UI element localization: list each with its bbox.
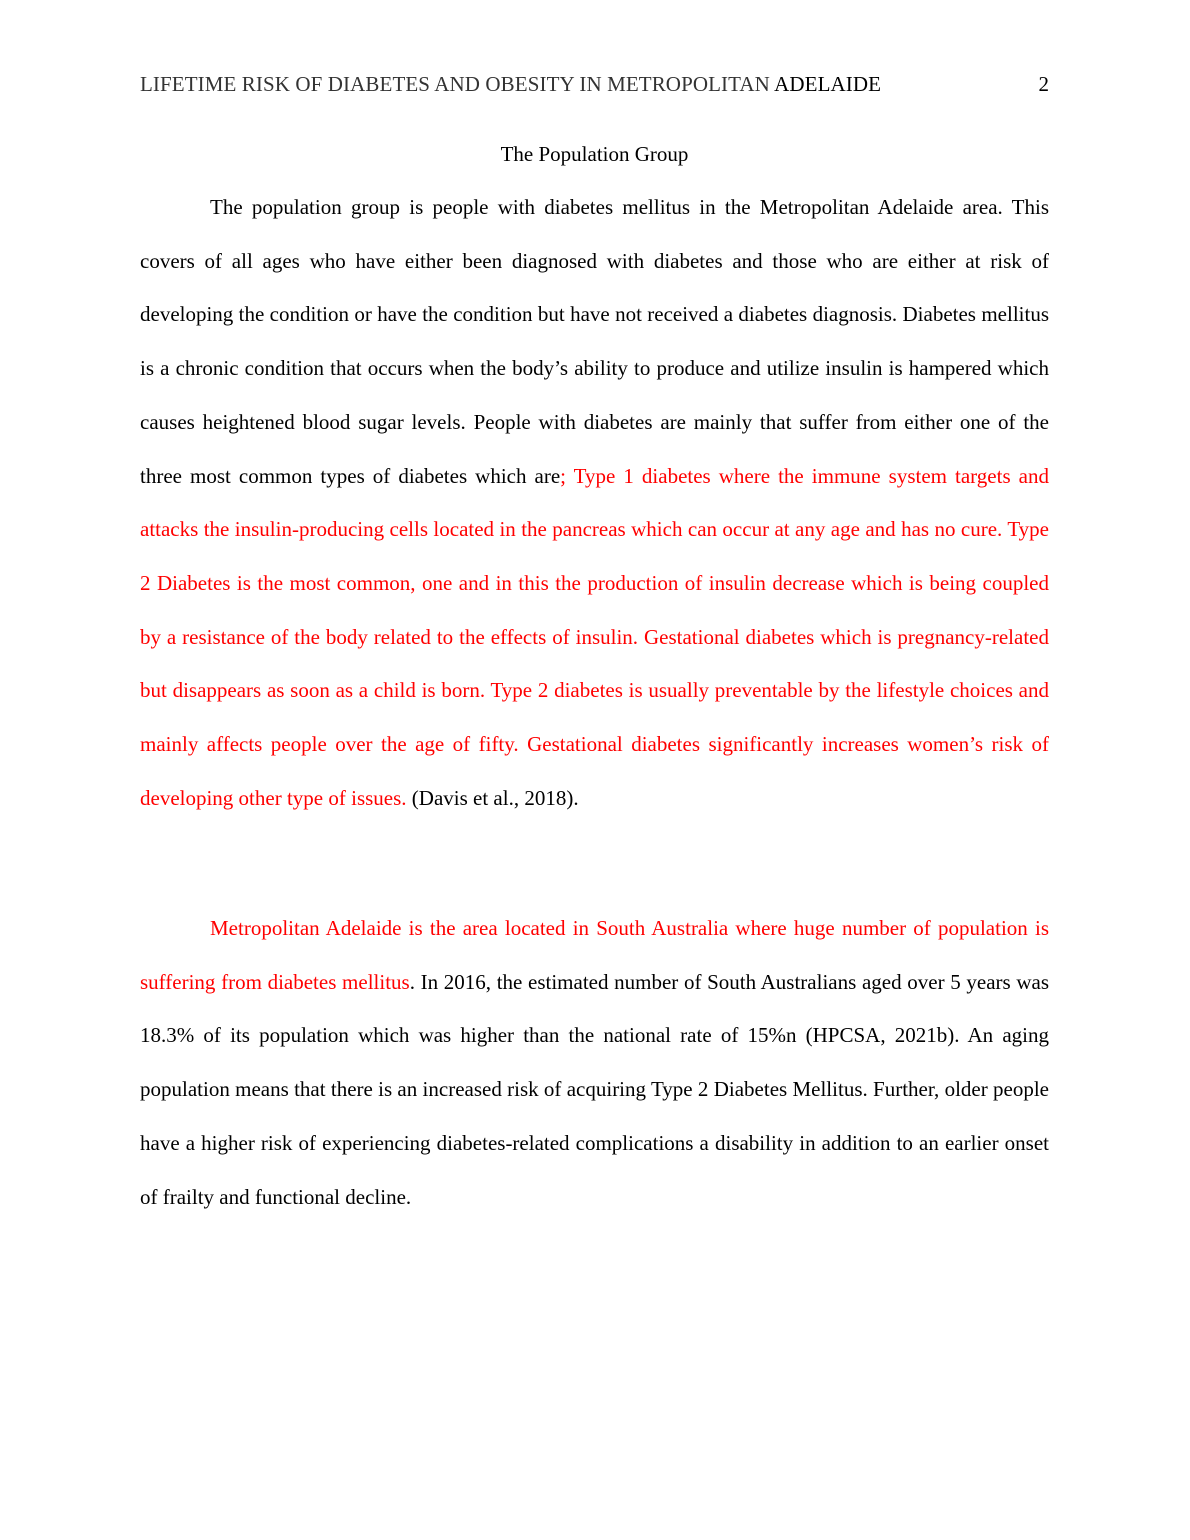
paragraph-2: [140, 902, 1049, 1224]
running-head-last-word: ADELAIDE: [774, 72, 882, 96]
running-head: [140, 70, 881, 98]
paragraph-1-highlighted-text: ; Type 1 diabetes where the immune system targets and attacks the insulin-producing cells located in the pancreas which can occur at any age and has no cure. Type 2 Diabetes is the most common, one and in this the production of insulin decrease which is being coupled by a resistance of the body related to the effects of insulin. Gestational diabetes which is pregnancy-related but disappears as soon as a child is born. Type 2 diabetes is usually preventable by the lifestyle choices and mainly affects people over the age of fifty. Gestational diabetes significantly increases women’s risk of developing other type of issues.: [140, 463, 1049, 810]
paragraph-2-text: . In 2016, the estimated number of South Australians aged over 5 years was 18.3% of its population which was higher than the national rate of 15%n (HPCSA, 2021b). An aging population means that there is an increased risk of acquiring Type 2 Diabetes Mellitus. Further, older people have a higher risk of experiencing diabetes-related complications a disability in addition to an earlier onset of frailty and functional decline.: [140, 969, 1050, 1209]
paragraph-1-citation: (Davis et al., 2018).: [406, 785, 579, 810]
page-number: 2: [1038, 72, 1049, 96]
paragraph-2-highlighted-text: Metropolitan Adelaide is the area located in South Australia where huge number of population is suffering from diabetes mellitus: [140, 916, 1049, 994]
paragraph-1: [140, 181, 1049, 825]
paragraph-population-group: [140, 181, 1049, 825]
paragraph-1-text: The population group is people with diabetes mellitus in the Metropolitan Adelaide area. This covers of all ages who have either been diagnosed with diabetes and those who are either at risk of developing the condition or have the condition but have not received a diabetes diagnosis. Diabetes mellitus is a chronic condition that occurs when the body’s ability to produce and utilize insulin is hampered which causes heightened blood sugar levels. People with diabetes are mainly that suffer from either one of the three most common types of diabetes which are: [140, 195, 1049, 488]
paragraph-metropolitan-adelaide: [140, 902, 1049, 1224]
page-header: [140, 70, 1049, 98]
section-title: The Population Group: [500, 142, 689, 166]
running-head-text: LIFETIME RISK OF DIABETES AND OBESITY IN METROPOLITAN: [140, 72, 775, 96]
